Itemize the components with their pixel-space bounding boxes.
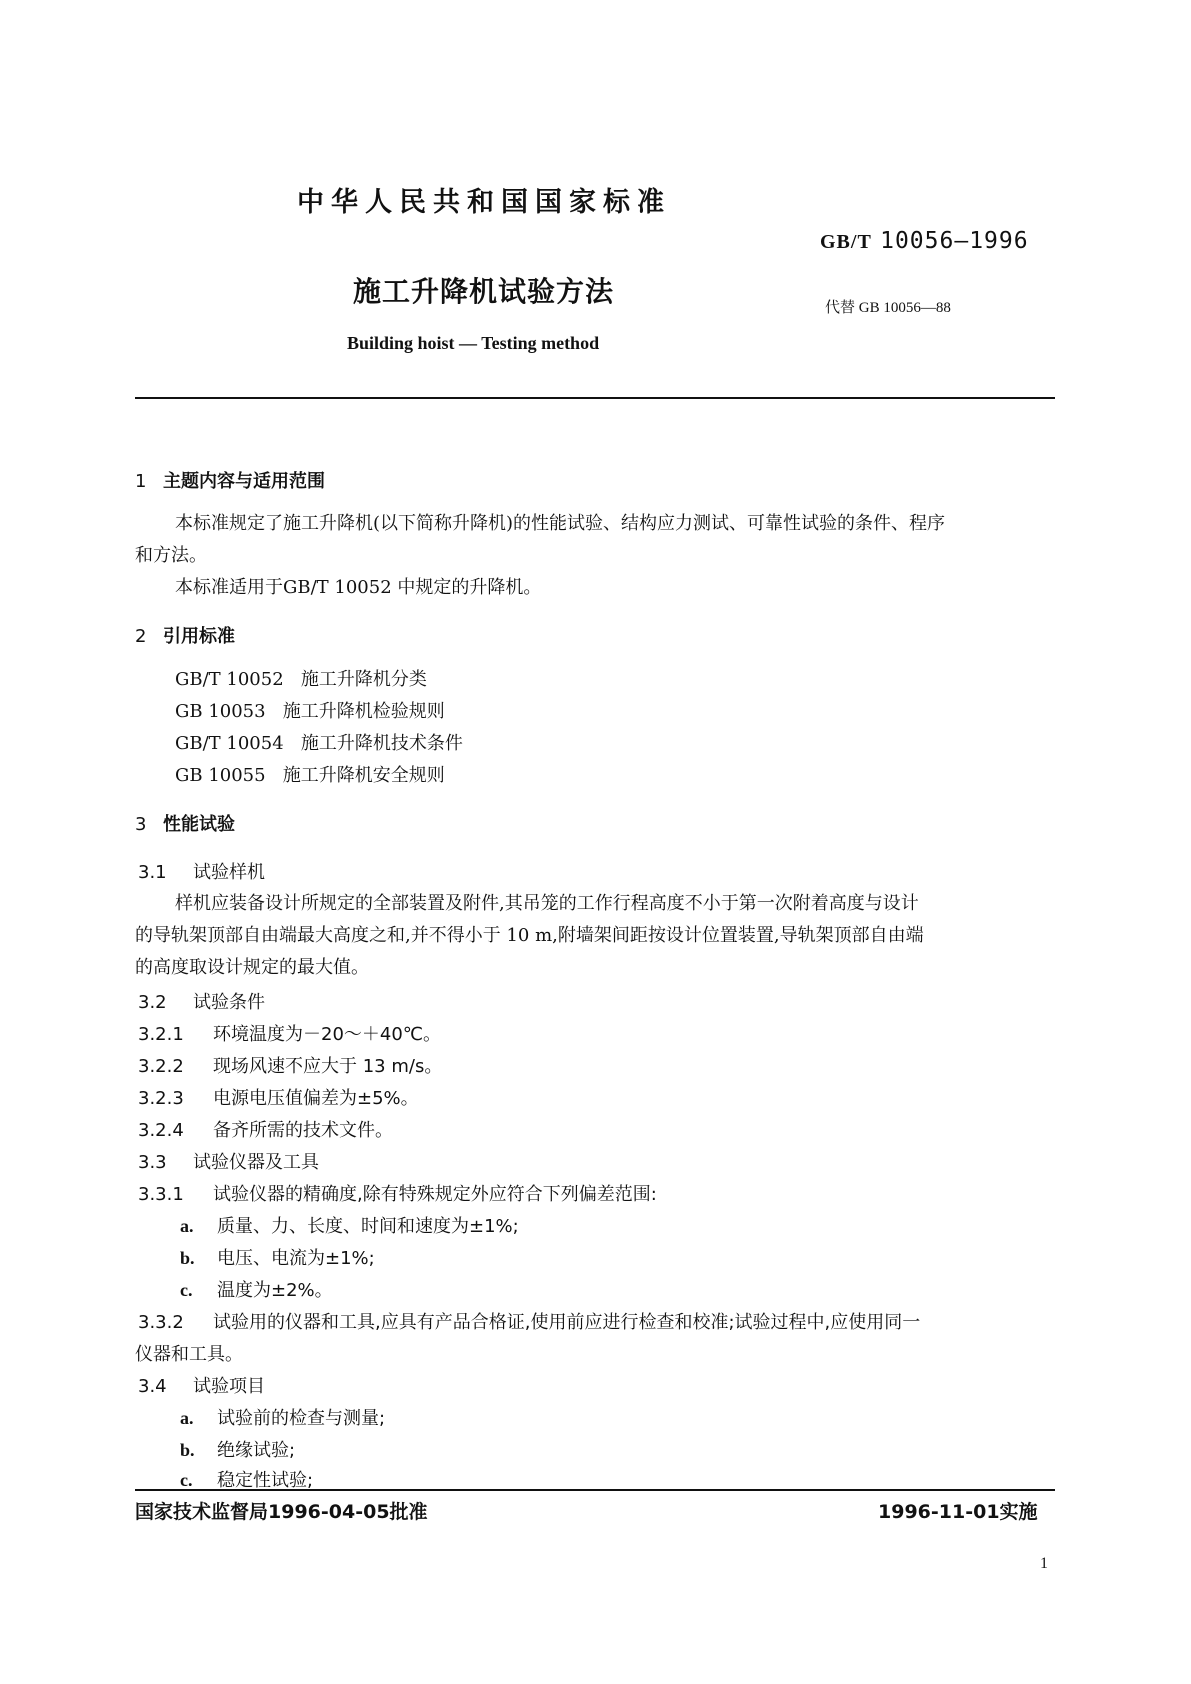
subsection-title: 试验项目 bbox=[193, 1376, 265, 1397]
standard-code: 10056—1996 bbox=[880, 228, 1029, 254]
clause-text: 试验用的仪器和工具,应具有产品合格证,使用前应进行检查和校准;试验过程中,应使用同一 bbox=[213, 1312, 921, 1333]
reference-title: 施工升降机技术条件 bbox=[300, 733, 463, 754]
reference-code: GB/T 10054 bbox=[175, 733, 284, 754]
subsection-3-2-heading bbox=[138, 988, 265, 1014]
header-divider bbox=[135, 397, 1055, 399]
list-item-label: a. bbox=[180, 1216, 194, 1236]
subsection-title: 试验条件 bbox=[193, 992, 265, 1013]
subsection-3-1-line-1: 样机应装备设计所规定的全部装置及附件,其吊笼的工作行程高度不小于第一次附着高度与设计 bbox=[175, 893, 919, 914]
clause-text: 备齐所需的技术文件。 bbox=[213, 1120, 393, 1141]
reference-item bbox=[175, 696, 445, 728]
list-item-text: 试验前的检查与测量; bbox=[217, 1408, 386, 1429]
clause-text: 试验仪器的精确度,除有特殊规定外应符合下列偏差范围: bbox=[213, 1184, 657, 1205]
clause-3-2-2 bbox=[138, 1052, 442, 1078]
subsection-number: 3.2 bbox=[138, 992, 167, 1013]
list-item-text: 电压、电流为±1%; bbox=[217, 1248, 375, 1269]
clause-3-3-1 bbox=[138, 1180, 657, 1206]
section-3-heading bbox=[135, 810, 235, 836]
clause-number: 3.3.2 bbox=[138, 1312, 184, 1333]
section-1-number: 1 bbox=[135, 471, 147, 492]
reference-code: GB 10055 bbox=[175, 765, 266, 786]
list-item-label: a. bbox=[180, 1408, 194, 1428]
clause-number: 3.3.1 bbox=[138, 1184, 184, 1205]
section-1-para-1-line-2: 和方法。 bbox=[135, 545, 207, 566]
subsection-number: 3.3 bbox=[138, 1152, 167, 1173]
reference-code: GB 10053 bbox=[175, 701, 266, 722]
clause-text: 现场风速不应大于 13 m/s。 bbox=[213, 1056, 443, 1077]
clause-3-2-4 bbox=[138, 1116, 393, 1142]
clause-text: 电源电压值偏差为±5%。 bbox=[213, 1088, 419, 1109]
section-1-para-2: 本标准适用于GB/T 10052 中规定的升降机。 bbox=[175, 577, 542, 598]
section-2-heading bbox=[135, 622, 235, 648]
implementation-date: 1996-11-01实施 bbox=[878, 1501, 1038, 1523]
subsection-title: 试验样机 bbox=[193, 862, 265, 883]
list-item-label: b. bbox=[180, 1440, 195, 1460]
subsection-3-1-line-2: 的导轨架顶部自由端最大高度之和,并不得小于 10 m,附墙架间距按设计位置装置,导轨架顶部自由端 bbox=[135, 925, 924, 946]
list-item-label: b. bbox=[180, 1248, 195, 1268]
section-2-title: 引用标准 bbox=[163, 626, 235, 647]
subsection-number: 3.4 bbox=[138, 1376, 167, 1397]
standard-prefix: GB/T bbox=[820, 231, 872, 253]
document-title-cn: 施工升降机试验方法 bbox=[353, 275, 615, 308]
subsection-3-4-heading bbox=[138, 1372, 265, 1398]
list-item-text: 绝缘试验; bbox=[217, 1440, 296, 1461]
section-1-title: 主题内容与适用范围 bbox=[163, 471, 325, 492]
national-standard-heading: 中华人民共和国国家标准 bbox=[297, 187, 671, 218]
list-item-label: c. bbox=[180, 1280, 193, 1300]
clause-3-3-2-line-2: 仪器和工具。 bbox=[135, 1344, 243, 1365]
list-item bbox=[180, 1244, 375, 1270]
approval-date: 国家技术监督局1996-04-05批准 bbox=[135, 1501, 428, 1523]
list-item bbox=[180, 1436, 295, 1462]
clause-number: 3.2.2 bbox=[138, 1056, 184, 1077]
subsection-3-3-heading bbox=[138, 1148, 319, 1174]
clause-number: 3.2.1 bbox=[138, 1024, 184, 1045]
clause-3-2-1 bbox=[138, 1020, 441, 1046]
list-item bbox=[180, 1404, 385, 1430]
subsection-3-1-line-3: 的高度取设计规定的最大值。 bbox=[135, 957, 369, 978]
subsection-title: 试验仪器及工具 bbox=[193, 1152, 319, 1173]
reference-item bbox=[175, 760, 445, 792]
section-1-heading bbox=[135, 467, 325, 493]
section-1-para-1-line-1: 本标准规定了施工升降机(以下简称升降机)的性能试验、结构应力测试、可靠性试验的条件、程序 bbox=[175, 513, 946, 534]
list-item bbox=[180, 1276, 333, 1302]
clause-3-2-3 bbox=[138, 1084, 419, 1110]
replaces-standard: 代替 GB 10056—88 bbox=[825, 300, 951, 316]
subsection-number: 3.1 bbox=[138, 862, 167, 883]
reference-item bbox=[175, 728, 463, 760]
list-item-label: c. bbox=[180, 1470, 193, 1490]
list-item bbox=[180, 1212, 519, 1238]
section-3-title: 性能试验 bbox=[163, 814, 235, 835]
standard-number bbox=[820, 228, 1029, 254]
reference-code: GB/T 10052 bbox=[175, 669, 284, 690]
list-item-text: 稳定性试验; bbox=[217, 1470, 314, 1491]
reference-title: 施工升降机分类 bbox=[300, 669, 427, 690]
clause-3-3-2 bbox=[138, 1308, 920, 1334]
document-title-en: Building hoist — Testing method bbox=[347, 333, 600, 353]
list-item-text: 温度为±2%。 bbox=[217, 1280, 333, 1301]
footer-divider bbox=[135, 1489, 1055, 1491]
clause-number: 3.2.4 bbox=[138, 1120, 184, 1141]
page-number: 1 bbox=[1040, 1555, 1048, 1572]
reference-item bbox=[175, 664, 427, 696]
reference-title: 施工升降机安全规则 bbox=[282, 765, 445, 786]
subsection-3-1-heading bbox=[138, 858, 265, 884]
section-2-number: 2 bbox=[135, 626, 147, 647]
list-item-text: 质量、力、长度、时间和速度为±1%; bbox=[217, 1216, 519, 1237]
section-3-number: 3 bbox=[135, 814, 147, 835]
reference-title: 施工升降机检验规则 bbox=[282, 701, 445, 722]
clause-text: 环境温度为－20～＋40℃。 bbox=[213, 1024, 442, 1045]
clause-number: 3.2.3 bbox=[138, 1088, 184, 1109]
